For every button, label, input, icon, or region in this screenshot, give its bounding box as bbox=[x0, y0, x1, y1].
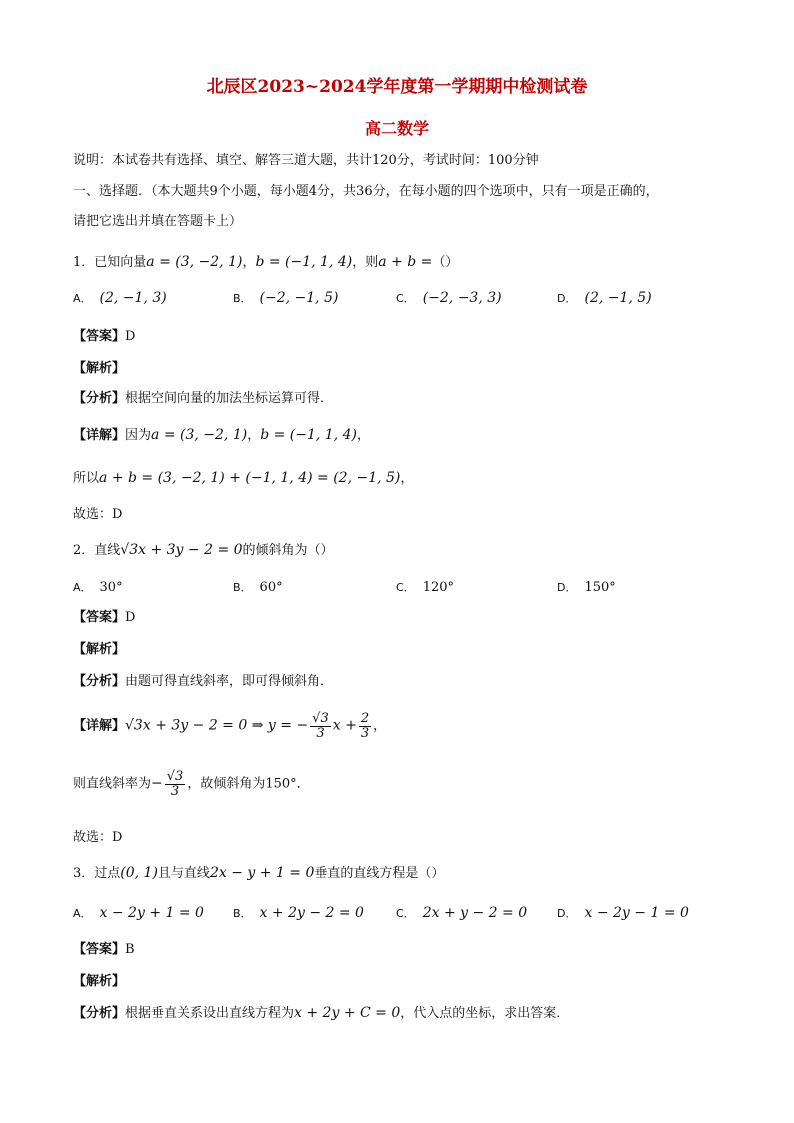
q1-detail-sep: ， bbox=[247, 428, 261, 443]
q2-option-c-label: C． bbox=[396, 581, 415, 594]
q1-option-d bbox=[557, 290, 652, 306]
q1-option-b bbox=[233, 290, 338, 306]
q1-analysis-label: 【解析】 bbox=[73, 361, 126, 376]
q2-fenxi-tag: 【分析】 bbox=[73, 674, 126, 689]
q1-detail-b: b = (−1, 1, 4) bbox=[260, 427, 357, 443]
q1-option-b-text: (−2, −1, 5) bbox=[259, 290, 339, 306]
q3-fenxi-eq: x + 2y + C = 0 bbox=[294, 1005, 401, 1021]
q2-slope-end: ． bbox=[296, 776, 310, 792]
q1-answer-value: D bbox=[125, 329, 136, 344]
exam-note: 说明：本试卷共有选择、填空、解答三道大题，共计120分，考试时间：100分钟 bbox=[73, 153, 539, 168]
q1-option-a-label: A． bbox=[73, 292, 92, 305]
q1-fenxi bbox=[73, 392, 333, 405]
q2-stem bbox=[73, 543, 334, 557]
q2-fenxi-text: 由题可得直线斜率，即可得倾斜角． bbox=[125, 674, 334, 689]
q3-option-c-text: 2x + y − 2 = 0 bbox=[422, 905, 528, 921]
q2-option-b-label: B． bbox=[233, 581, 252, 594]
q3-stem-mid: 且与直线 bbox=[157, 866, 210, 881]
q1-analysis-tag bbox=[73, 362, 125, 375]
q1-vec-b: b = (−1, 1, 4) bbox=[255, 254, 353, 270]
q2-slope-pre: 则直线斜率为 bbox=[73, 776, 152, 792]
section-heading-line2: 请把它选出并填在答题卡上） bbox=[73, 214, 243, 229]
q1-option-c-text: (−2, −3, 3) bbox=[422, 290, 502, 306]
q1-option-d-label: D． bbox=[557, 292, 577, 305]
q1-fenxi-text: 根据空间向量的加法坐标运算可得． bbox=[125, 391, 334, 406]
q1-stem-post: （） bbox=[432, 255, 459, 270]
page-title: 北辰区2023~2024学年度第一学期期中检测试卷 bbox=[206, 77, 588, 97]
q1-stem-pre: 1．已知向量 bbox=[73, 255, 147, 270]
q3-option-d bbox=[557, 905, 689, 921]
q2-frac2-den: 3 bbox=[360, 725, 370, 741]
q1-so-expr: a + b = (3, −2, 1) + (−1, 1, 4) = (2, −1, 5) bbox=[99, 470, 401, 486]
q2-slope-angle: 150° bbox=[265, 776, 297, 792]
q3-fenxi-pre: 根据垂直关系设出直线方程为 bbox=[125, 1006, 295, 1021]
q1-detail-pre: 因为 bbox=[125, 428, 152, 443]
q2-option-b-text: 60° bbox=[259, 580, 283, 595]
q2-option-d bbox=[557, 579, 616, 595]
q3-fenxi bbox=[73, 1006, 569, 1020]
q2-detail-end: ， bbox=[373, 718, 387, 734]
q3-answer bbox=[73, 943, 135, 956]
q3-stem bbox=[73, 866, 444, 880]
q1-stem-mid: ，则 bbox=[352, 255, 379, 270]
q3-stem-post: 垂直的直线方程是（） bbox=[314, 866, 445, 881]
q3-answer-tag: 【答案】 bbox=[73, 942, 126, 957]
q2-option-a bbox=[73, 579, 123, 595]
q3-analysis-tag bbox=[73, 975, 125, 988]
q2-detail bbox=[73, 712, 386, 740]
q3-option-b-text: x + 2y − 2 = 0 bbox=[259, 905, 364, 921]
q2-option-a-label: A． bbox=[73, 581, 92, 594]
q3-analysis-label: 【解析】 bbox=[73, 974, 126, 989]
q2-option-c bbox=[396, 579, 454, 595]
q3-answer-value: B bbox=[125, 942, 135, 957]
q3-option-c bbox=[396, 905, 527, 921]
q3-fenxi-tag: 【分析】 bbox=[73, 1006, 126, 1021]
q1-so-pre: 所以 bbox=[73, 471, 100, 486]
q2-frac-2-over-3 bbox=[359, 712, 371, 740]
q2-option-b bbox=[233, 579, 283, 595]
q2-stem-pre: 2．直线 bbox=[73, 543, 121, 558]
q2-frac1-den: 3 bbox=[316, 725, 325, 741]
q2-frac-slope bbox=[165, 770, 186, 798]
q3-option-c-label: C． bbox=[396, 907, 415, 920]
q2-answer bbox=[73, 611, 135, 624]
q3-option-b-label: B． bbox=[233, 907, 252, 920]
q3-fenxi-post: ，代入点的坐标，求出答案． bbox=[400, 1006, 570, 1021]
q1-detail bbox=[73, 428, 370, 442]
q1-option-d-text: (2, −1, 5) bbox=[584, 290, 652, 306]
q1-choose: 故选：D bbox=[73, 507, 123, 522]
q2-option-a-text: 30° bbox=[99, 580, 123, 595]
q2-eq: √3x + 3y − 2 = 0 bbox=[120, 542, 243, 558]
q1-detail-tag: 【详解】 bbox=[73, 428, 126, 443]
q2-slope-minus: − bbox=[151, 775, 163, 792]
q1-option-c bbox=[396, 290, 502, 306]
q1-fenxi-tag: 【分析】 bbox=[73, 391, 126, 406]
q1-option-b-label: B． bbox=[233, 292, 252, 305]
q2-frac3-den: 3 bbox=[170, 783, 180, 799]
q1-sep: ， bbox=[242, 255, 256, 270]
q2-frac2-num: 2 bbox=[360, 711, 370, 726]
q2-option-d-text: 150° bbox=[584, 580, 616, 595]
q2-slope-post: ，故倾斜角为 bbox=[187, 776, 266, 792]
q3-line: 2x − y + 1 = 0 bbox=[209, 865, 315, 881]
q2-detail-eq: √3x + 3y − 2 = 0 ⇒ y = − bbox=[125, 717, 309, 734]
q1-so bbox=[73, 471, 413, 485]
q3-stem-pre: 3．过点 bbox=[73, 866, 121, 881]
q2-option-c-text: 120° bbox=[422, 580, 455, 595]
q1-answer bbox=[73, 330, 135, 343]
q1-detail-end: ， bbox=[356, 428, 370, 443]
page-subtitle: 高二数学 bbox=[364, 119, 429, 138]
q2-frac-sqrt3-over-3 bbox=[310, 712, 331, 740]
q1-option-a-text: (2, −1, 3) bbox=[99, 290, 167, 306]
section-heading-line1: 一、选择题．（本大题共9个小题，每小题4分，共36分，在每小题的四个选项中，只有一项是正确的， bbox=[73, 184, 659, 199]
q2-detail-mid: x + bbox=[332, 717, 357, 734]
q1-expr: a + b = bbox=[378, 254, 433, 270]
q2-answer-tag: 【答案】 bbox=[73, 610, 126, 625]
q2-detail-tag: 【详解】 bbox=[73, 718, 126, 734]
q1-detail-a: a = (3, −2, 1) bbox=[151, 427, 248, 443]
q2-slope bbox=[73, 770, 310, 798]
q3-point: (0, 1) bbox=[120, 865, 158, 881]
q1-vec-a: a = (3, −2, 1) bbox=[146, 254, 243, 270]
q3-option-a-text: x − 2y + 1 = 0 bbox=[99, 905, 204, 921]
q1-answer-tag: 【答案】 bbox=[73, 329, 126, 344]
q3-option-a-label: A． bbox=[73, 907, 92, 920]
q2-stem-post: 的倾斜角为（） bbox=[242, 543, 334, 558]
q2-analysis-tag bbox=[73, 643, 125, 656]
q2-frac1-num: √3 bbox=[312, 711, 329, 726]
q1-option-a bbox=[73, 290, 167, 306]
q3-option-b bbox=[233, 905, 364, 921]
q1-stem bbox=[73, 255, 458, 269]
q2-analysis-label: 【解析】 bbox=[73, 642, 126, 657]
q1-option-c-label: C． bbox=[396, 292, 415, 305]
q3-option-d-text: x − 2y − 1 = 0 bbox=[584, 905, 689, 921]
q3-option-d-label: D． bbox=[557, 907, 577, 920]
q1-so-end: ， bbox=[400, 471, 414, 486]
q2-option-d-label: D． bbox=[557, 581, 577, 594]
q3-option-a bbox=[73, 905, 204, 921]
q2-answer-value: D bbox=[125, 610, 136, 625]
q2-fenxi bbox=[73, 675, 333, 688]
q2-frac3-num: √3 bbox=[166, 769, 184, 784]
q2-choose: 故选：D bbox=[73, 830, 123, 845]
